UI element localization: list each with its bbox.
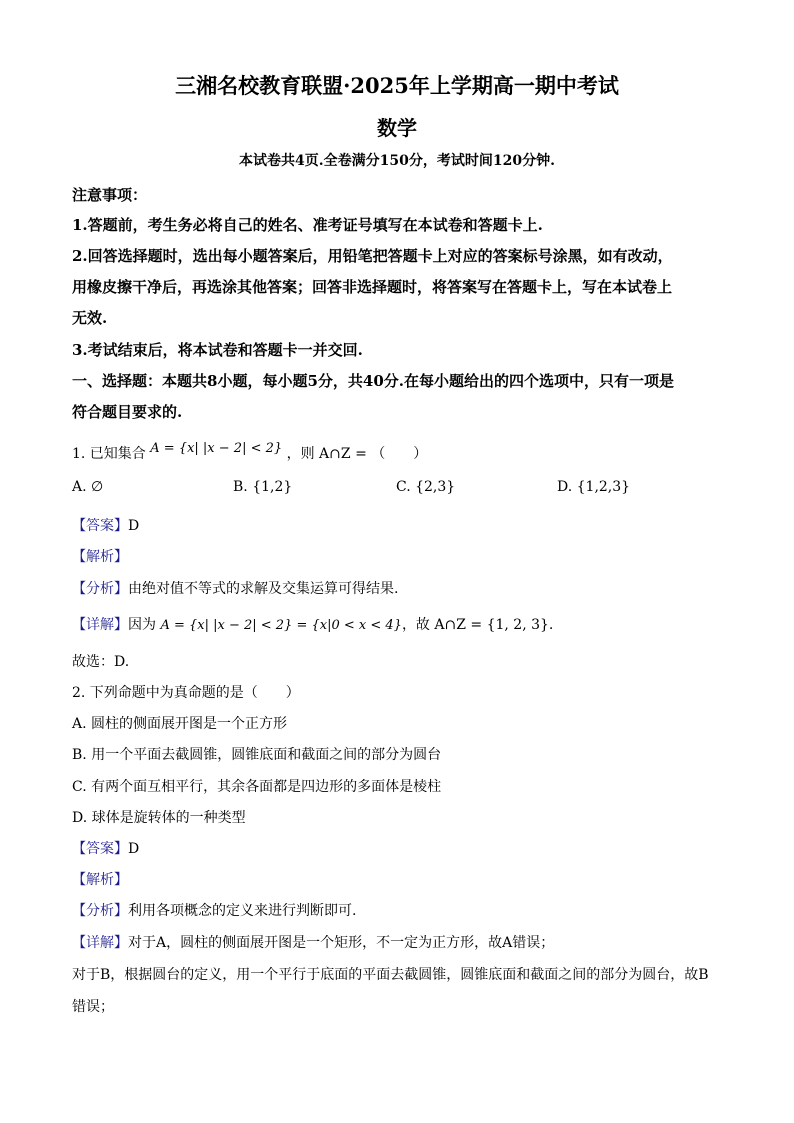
q2-detail-b-line-1: 对于B，根据圆台的定义，用一个平行于底面的平面去截圆锥，圆锥底面和截面之间的部分为圆台，故B	[72, 967, 709, 983]
q1-option-c: C. {2,3}	[396, 479, 456, 495]
exam-info: 本试卷共4页.全卷满分150分，考试时间120分钟.	[239, 153, 555, 169]
q1-detail-tag: 【详解】	[72, 617, 128, 633]
q2-answer	[72, 838, 139, 858]
q1-conclusion: 故选：D.	[72, 654, 130, 670]
notes-item-2-line-1: 2.回答选择题时，选出每小题答案后，用铅笔把答题卡上对应的答案标号涂黑，如有改动，	[72, 247, 673, 265]
q1-stem-prefix: 1. 已知集合	[72, 446, 146, 462]
q1-answer	[72, 515, 139, 535]
exam-title: 三湘名校教育联盟·2025年上学期高一期中考试	[175, 73, 619, 98]
q2-detail-a-text: 对于A，圆柱的侧面展开图是一个矩形，不一定为正方形，故A错误；	[128, 935, 555, 951]
q2-stem: 2. 下列命题中为真命题的是（ ）	[72, 685, 300, 701]
q1-fenxi-text: 由绝对值不等式的求解及交集运算可得结果.	[128, 581, 399, 597]
q2-answer-value: D	[128, 841, 140, 857]
q2-option-d: D. 球体是旋转体的一种类型	[72, 810, 246, 826]
q1-detail-prefix: 因为	[128, 617, 156, 633]
notes-item-1: 1.答题前，考生务必将自己的姓名、准考证号填写在本试卷和答题卡上.	[72, 216, 543, 234]
notes-item-2-line-2: 用橡皮擦干净后，再选涂其他答案；回答非选择题时，将答案写在答题卡上，写在本试卷上	[72, 278, 673, 296]
q2-option-a: A. 圆柱的侧面展开图是一个正方形	[72, 716, 288, 732]
q1-stem-suffix: ，则 A∩Z = （ ）	[286, 446, 428, 462]
q1-detail	[72, 614, 553, 634]
section-1-heading-line-1: 一、选择题：本题共8小题，每小题5分，共40分.在每小题给出的四个选项中，只有一项是	[72, 372, 674, 390]
q1-stem-math: A = {x| |x − 2| < 2}	[150, 441, 283, 456]
q2-detail-tag: 【详解】	[72, 935, 128, 951]
q2-option-c: C. 有两个面互相平行，其余各面都是四边形的多面体是棱柱	[72, 779, 442, 795]
notes-item-3: 3.考试结束后，将本试卷和答题卡一并交回.	[72, 341, 363, 359]
q2-detail-a	[72, 932, 554, 952]
q2-answer-tag: 【答案】	[72, 841, 128, 857]
q1-fenxi	[72, 578, 398, 598]
q2-analysis-tag: 【解析】	[72, 872, 128, 888]
section-1-heading-line-2: 符合题目要求的.	[72, 403, 183, 421]
q1-answer-value: D	[128, 518, 140, 534]
q1-answer-tag: 【答案】	[72, 518, 128, 534]
subject-title: 数学	[377, 116, 417, 140]
q1-analysis-tag: 【解析】	[72, 549, 128, 565]
q1-option-a: A. ∅	[72, 479, 104, 495]
q1-fenxi-tag: 【分析】	[72, 581, 128, 597]
q2-fenxi-text: 利用各项概念的定义来进行判断即可.	[128, 903, 357, 919]
notes-heading: 注意事项：	[72, 186, 148, 204]
q1-detail-math: A = {x| |x − 2| < 2} = {x|0 < x < 4}	[160, 618, 402, 633]
q2-fenxi-tag: 【分析】	[72, 903, 128, 919]
q1-detail-suffix: ，故 A∩Z = {1, 2, 3}.	[401, 617, 554, 633]
q1-stem	[72, 443, 427, 463]
q2-option-b: B. 用一个平面去截圆锥，圆锥底面和截面之间的部分为圆台	[72, 747, 442, 763]
notes-item-2-line-3: 无效.	[72, 309, 108, 327]
q1-option-d: D. {1,2,3}	[557, 479, 631, 495]
q2-detail-b-line-2: 错误；	[72, 999, 114, 1015]
q1-option-b: B. {1,2}	[233, 479, 293, 495]
q2-fenxi	[72, 900, 356, 920]
